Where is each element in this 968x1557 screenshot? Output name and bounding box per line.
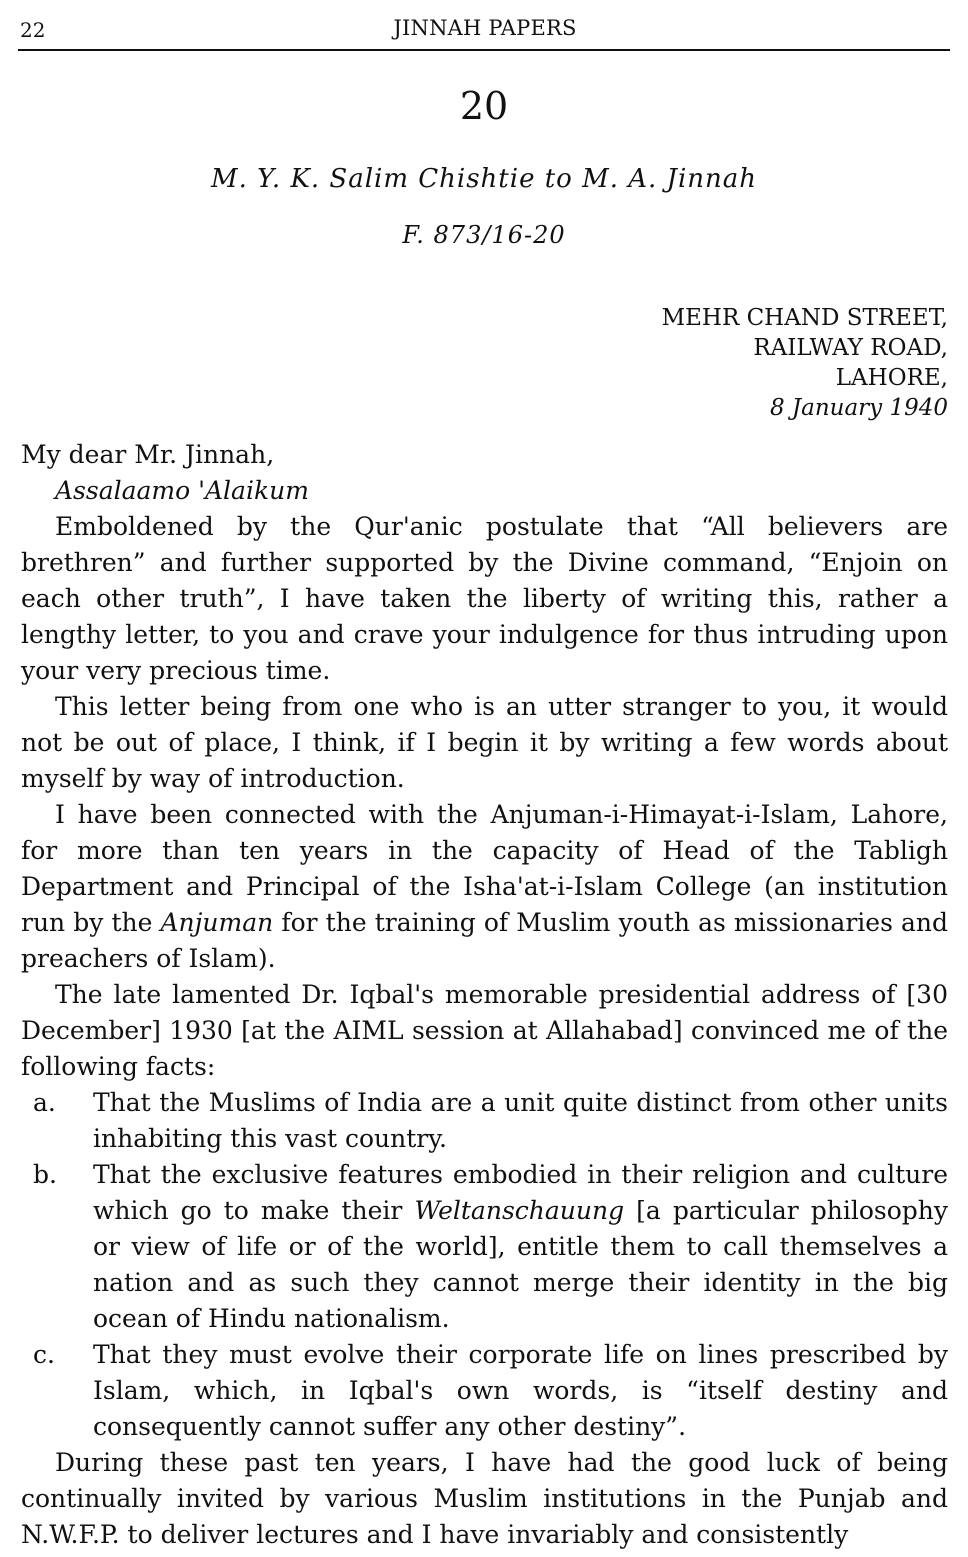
facts-list [21, 1085, 948, 1445]
sender-address [662, 303, 948, 423]
address-road: RAILWAY ROAD, [753, 335, 948, 361]
book-title: JINNAH PAPERS [393, 16, 577, 40]
page-number: 22 [20, 18, 46, 42]
list-marker: b. [33, 1160, 57, 1189]
list-item-text [93, 1085, 948, 1157]
paragraph-2: This letter being from one who is an utter stranger to you, it would not be out of place, I think, if I begin it by writing a few words about myself by way of introduction. [21, 692, 948, 793]
paragraph-3-text-b: for the training of Muslim youth as missionaries and preachers of Islam). [21, 908, 949, 973]
running-header [20, 12, 950, 52]
list-item-text-a: That they must evolve their corporate life on lines prescribed by Islam, which, in Iqbal's own words, is “itself destiny and consequently cannot suffer any other destiny”. [93, 1340, 948, 1441]
document-number: 20 [459, 84, 509, 128]
salutation: My dear Mr. Jinnah, [21, 440, 275, 469]
letter-date: 8 January 1940 [769, 395, 948, 421]
paragraph-1: Emboldened by the Qur'anic postulate that “All believers are brethren” and further supported by the Divine command, “Enjoin on each other truth”, I have taken the liberty of writing this, rather a lengthy letter, to you and crave your indulgence for thus intruding upon your very precious time. [21, 512, 948, 685]
address-street: MEHR CHAND STREET, [661, 305, 948, 331]
document-heading: M. Y. K. Salim Chishtie to M. A. Jinnah [210, 164, 758, 194]
list-item [21, 1157, 948, 1337]
list-item-emphasis: Weltanschauung [414, 1196, 625, 1225]
list-item-text [93, 1337, 948, 1445]
header-rule [18, 49, 950, 51]
list-item-text [93, 1157, 948, 1337]
letter-body [21, 437, 948, 1553]
paragraph-4: The late lamented Dr. Iqbal's memorable presidential address of [30 December] 1930 [at the AIML session at Allahabad] convinced me of the following facts: [21, 980, 948, 1081]
list-item [21, 1337, 948, 1445]
list-item-text-b: [a particular philosophy or view of life or of the world], entitle them to call themselves a nation and as such they cannot merge their identity in the big ocean of Hindu nationalism. [93, 1196, 949, 1333]
list-item-text-a: That the exclusive features embodied in their religion and culture which go to make their [93, 1160, 948, 1225]
document-reference: F. 873/16-20 [402, 221, 566, 249]
paragraph-3 [21, 797, 948, 977]
list-item-text-a: That the Muslims of India are a unit quite distinct from other units inhabiting this vast country. [93, 1088, 948, 1153]
paragraph-3-text-a: I have been connected with the Anjuman-i-Himayat-i-Islam, Lahore, for more than ten years in the capacity of Head of the Tabligh Department and Principal of the Isha'at-i-Islam College (an institution run by the [21, 800, 948, 937]
paragraph-5: During these past ten years, I have had the good luck of being continually invited by various Muslim institutions in the Punjab and N.W.F.P. to deliver lectures and I have invariably and consistently [21, 1448, 948, 1549]
address-city: LAHORE, [835, 365, 948, 391]
list-item [21, 1085, 948, 1157]
greeting: Assalaamo 'Alaikum [55, 476, 309, 505]
list-marker: a. [33, 1088, 56, 1117]
list-marker: c. [33, 1340, 55, 1369]
paragraph-3-emphasis: Anjuman [160, 908, 274, 937]
